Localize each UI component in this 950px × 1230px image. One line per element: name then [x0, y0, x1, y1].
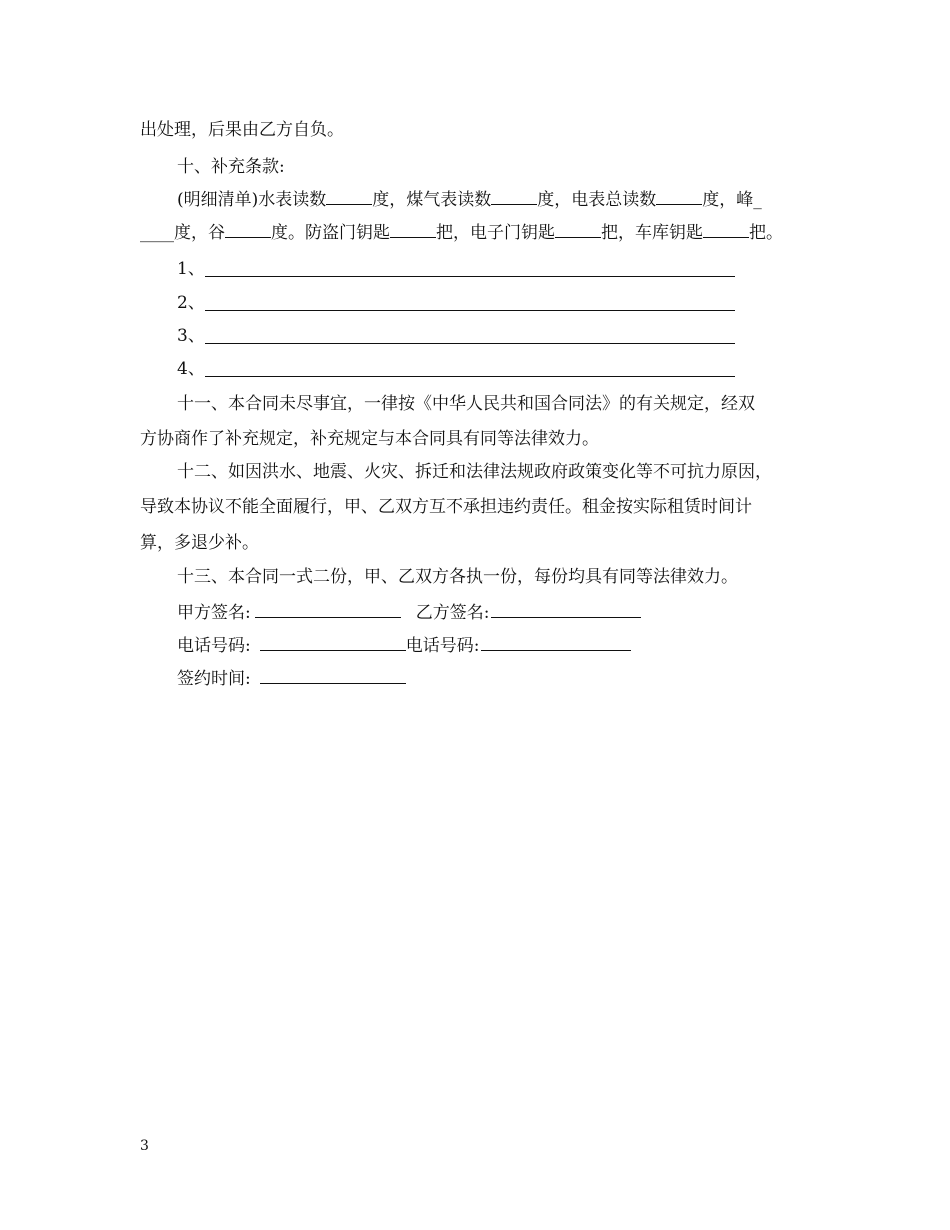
party-a-signature-field[interactable]	[255, 601, 401, 618]
text-run: 度，煤气表读数	[372, 190, 492, 210]
section-heading-supplementary: 十、补充条款:	[177, 157, 285, 177]
item-blank-line-4[interactable]	[205, 376, 735, 377]
signing-date-row	[177, 667, 857, 690]
blank-field[interactable]	[390, 221, 436, 238]
party-a-phone-field[interactable]	[260, 634, 406, 651]
keys-line	[140, 221, 820, 244]
blank-field[interactable]	[491, 188, 537, 205]
item-label-1: 1、	[177, 259, 205, 279]
text-run: ____度，谷	[140, 223, 225, 243]
blank-field[interactable]	[555, 221, 601, 238]
party-a-phone-label: 电话号码:	[177, 636, 251, 656]
item-label-3: 3、	[177, 326, 205, 346]
signing-date-label: 签约时间:	[177, 669, 251, 689]
blank-field[interactable]	[225, 221, 271, 238]
party-a-signature-label: 甲方签名:	[177, 603, 251, 623]
signing-date-field[interactable]	[260, 667, 406, 684]
item-label-2: 2、	[177, 293, 205, 313]
text-run: 度，峰_	[702, 190, 762, 210]
signature-row	[177, 601, 857, 624]
text-run: 把，车库钥匙	[601, 223, 703, 243]
blank-field[interactable]	[703, 221, 749, 238]
paragraph-line: 出处理，后果由乙方自负。	[140, 120, 344, 140]
clause-13-line: 十三、本合同一式二份，甲、乙双方各执一份，每份均具有同等法律效力。	[177, 567, 738, 587]
phone-row	[177, 634, 857, 657]
text-run: 把。	[749, 223, 783, 243]
blank-field[interactable]	[656, 188, 702, 205]
party-b-phone-label: 电话号码:	[405, 636, 480, 656]
party-b-signature-field[interactable]	[491, 601, 641, 618]
clause-12-line-1: 十二、如因洪水、地震、火灾、拆迁和法律法规政府政策变化等不可抗力原因，	[177, 462, 772, 482]
clause-11-line-2: 方协商作了补充规定，补充规定与本合同具有同等法律效力。	[140, 429, 599, 449]
blank-field[interactable]	[326, 188, 372, 205]
text-run: 把，电子门钥匙	[436, 223, 555, 243]
item-label-4: 4、	[177, 359, 205, 379]
text-run: (明细清单)水表读数	[177, 190, 327, 210]
clause-12-line-2: 导致本协议不能全面履行，甲、乙双方互不承担违约责任。租金按实际租赁时间计	[140, 497, 752, 517]
clause-11-line-1: 十一、本合同未尽事宜，一律按《中华人民共和国合同法》的有关规定，经双	[177, 394, 755, 414]
clause-12-line-3: 算，多退少补。	[140, 533, 259, 553]
text-run: 度，电表总读数	[537, 190, 657, 210]
item-blank-line-1[interactable]	[205, 276, 735, 277]
item-blank-line-2[interactable]	[205, 310, 735, 311]
page-number: 3	[140, 1138, 149, 1154]
party-b-signature-label: 乙方签名:	[415, 603, 490, 623]
text-run: 度。防盗门钥匙	[271, 223, 390, 243]
party-b-phone-field[interactable]	[481, 634, 631, 651]
item-blank-line-3[interactable]	[205, 343, 735, 344]
meter-readings-line	[177, 188, 857, 211]
